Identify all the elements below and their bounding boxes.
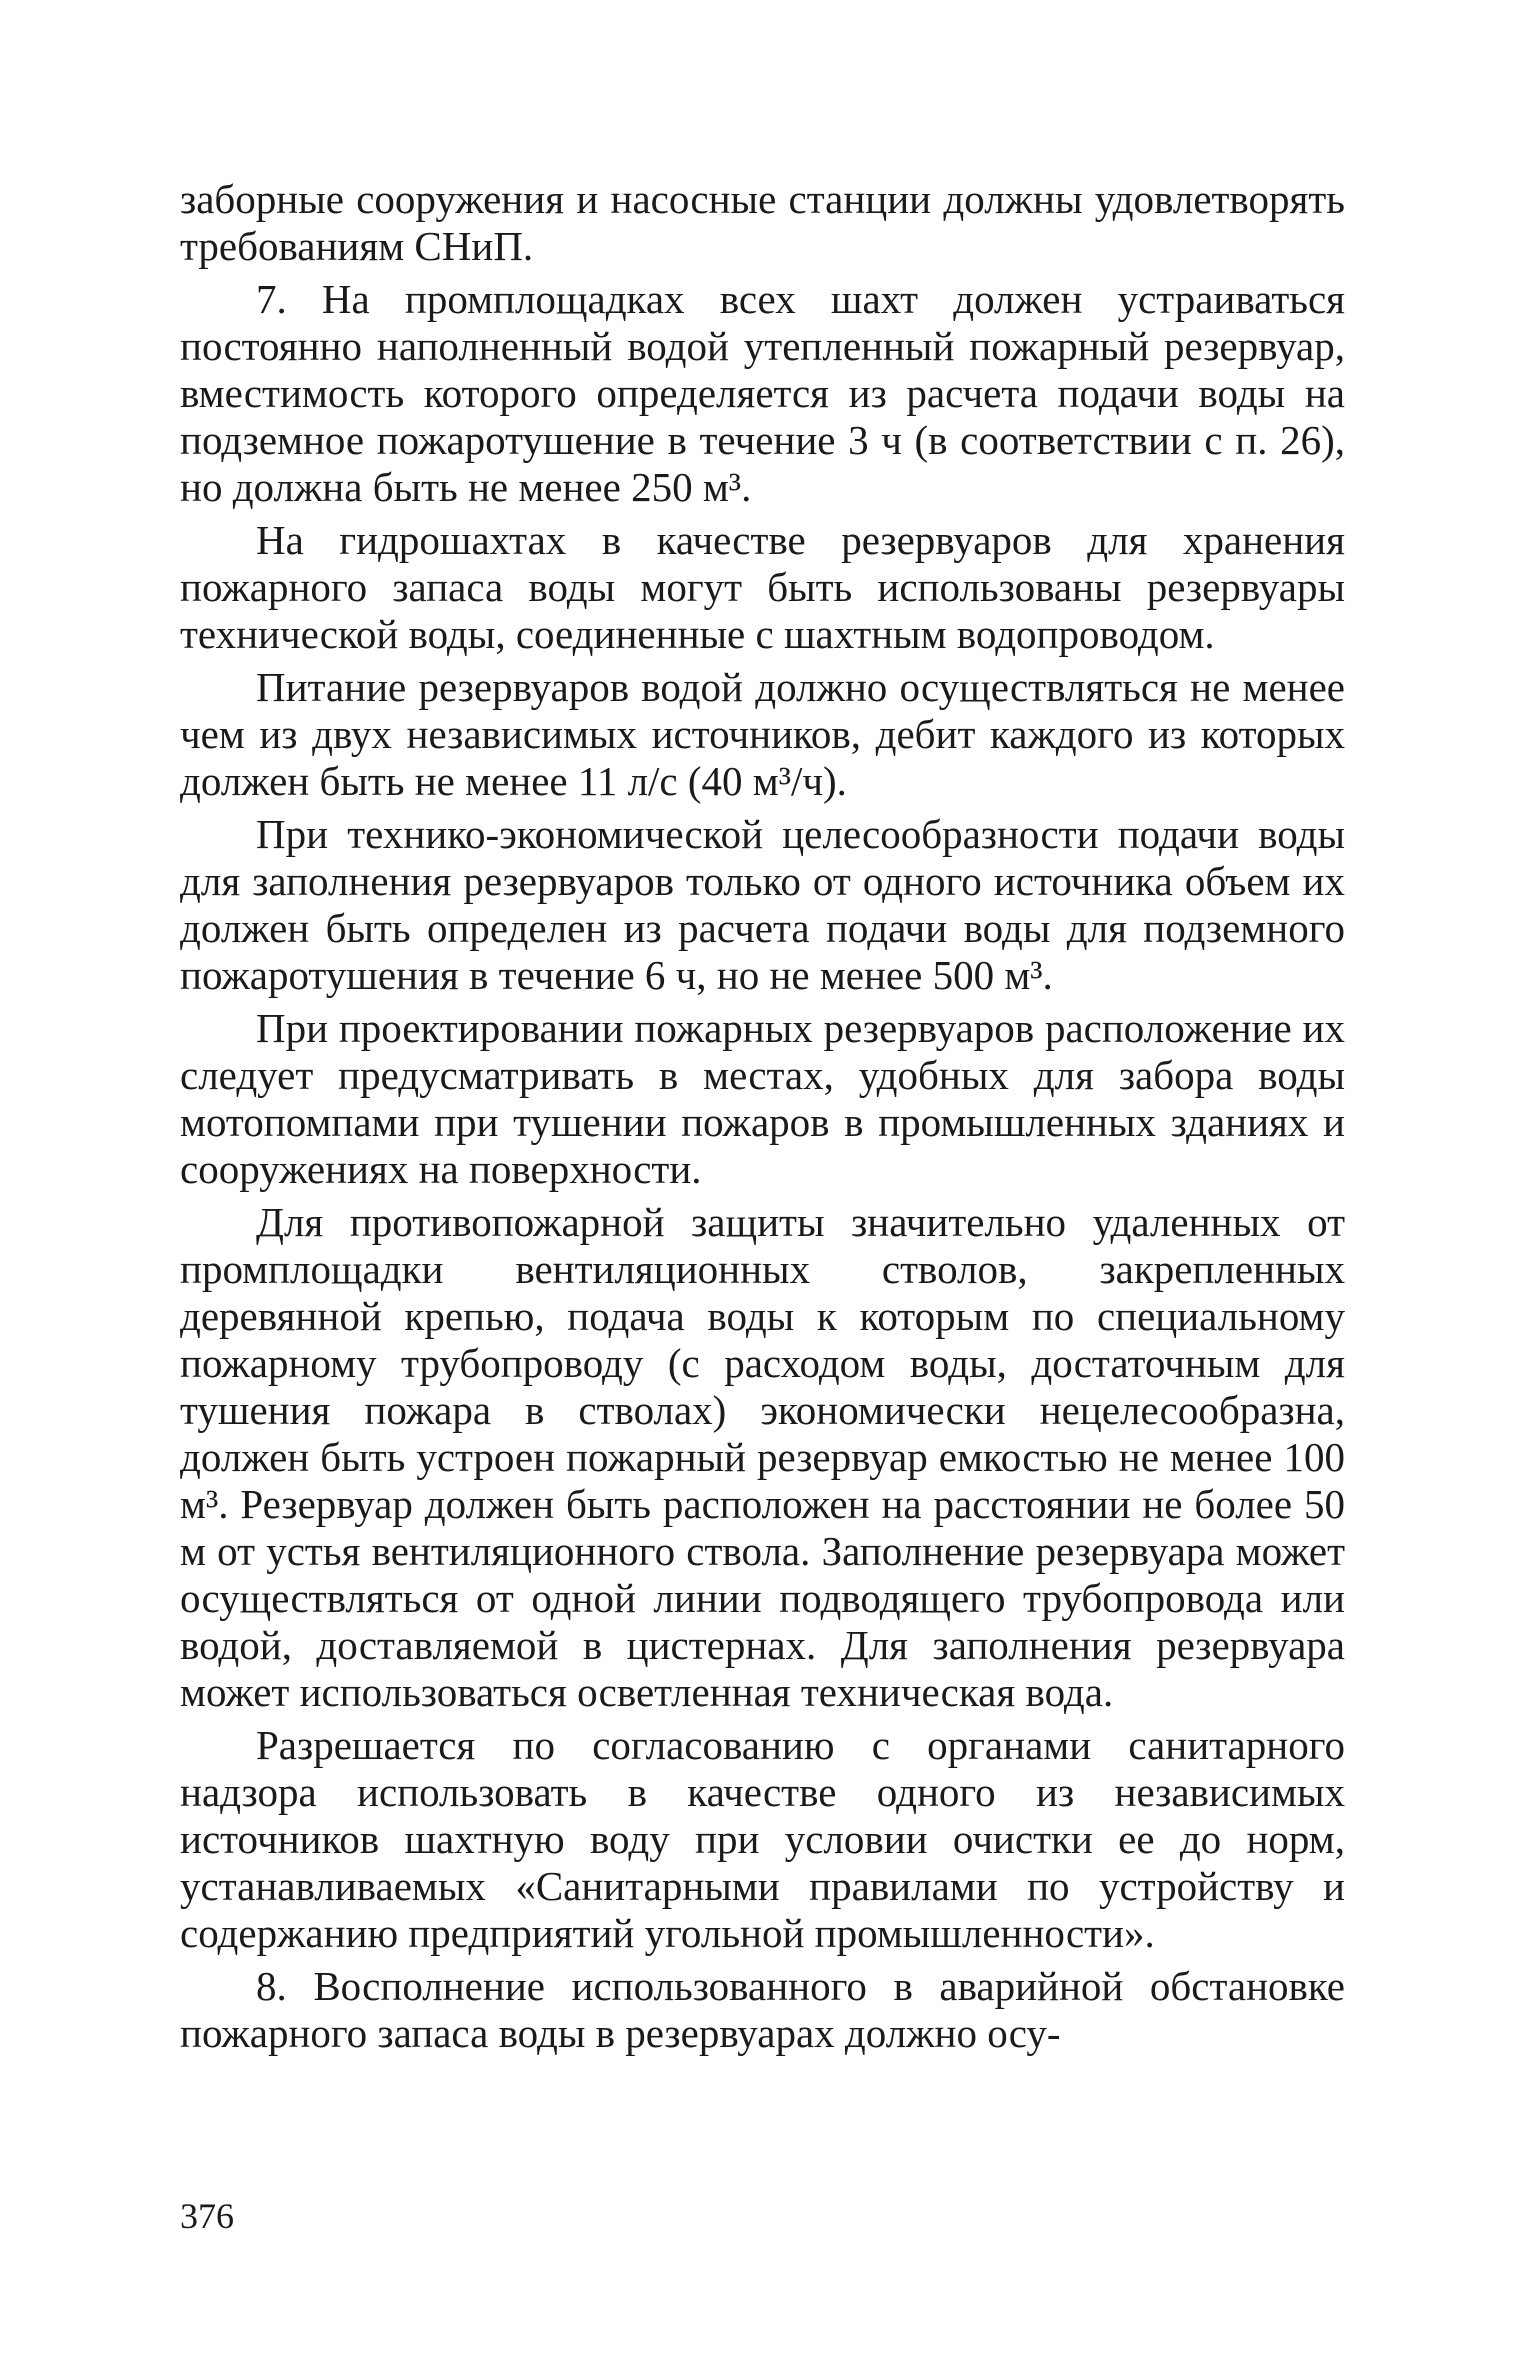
paragraph-9: 8. Восполнение использованного в аварийной обстановке пожарного запаса воды в резервуарах должно осу-: [180, 1963, 1345, 2056]
paragraph-4: Питание резервуаров водой должно осуществляться не менее чем из двух независимых источников, дебит каждого из которых должен быть не менее 11 л/с (40 м³/ч).: [180, 664, 1345, 804]
page-number: 376: [180, 2196, 234, 2236]
paragraph-3: На гидрошахтах в качестве резервуаров для хранения пожарного запаса воды могут быть использованы резервуары технической воды, соединенные с шахтным водопроводом.: [180, 517, 1345, 657]
paragraph-8: Разрешается по согласованию с органами санитарного надзора использовать в качестве одного из независимых источников шахтную воду при условии очистки ее до норм, устанавливаемых «Санитарными правилами по устройству и содержанию предприятий угольной промышленности».: [180, 1722, 1345, 1956]
paragraph-1: заборные сооружения и насосные станции должны удовлетворять требованиям СНиП.: [180, 176, 1345, 269]
paragraph-5: При технико-экономической целесообразности подачи воды для заполнения резервуаров только от одного источника объем их должен быть определен из расчета подачи воды для подземного пожаротушения в течение 6 ч, но не менее 500 м³.: [180, 811, 1345, 998]
paragraph-6: При проектировании пожарных резервуаров расположение их следует предусматривать в местах, удобных для забора воды мотопомпами при тушении пожаров в промышленных зданиях и сооружениях на поверхности.: [180, 1005, 1345, 1192]
page-body: [180, 176, 1345, 2063]
paragraph-2: 7. На промплощадках всех шахт должен устраиваться постоянно наполненный водой утепленный пожарный резервуар, вместимость которого определяется из расчета подачи воды на подземное пожаротушение в течение 3 ч (в соответствии с п. 26), но должна быть не менее 250 м³.: [180, 276, 1345, 510]
paragraph-7: Для противопожарной защиты значительно удаленных от промплощадки вентиляционных стволов, закрепленных деревянной крепью, подача воды к которым по специальному пожарному трубопроводу (с расходом воды, достаточным для тушения пожара в стволах) экономически нецелесообразна, должен быть устроен пожарный резервуар емкостью не менее 100 м³. Резервуар должен быть расположен на расстоянии не более 50 м от устья вентиляционного ствола. Заполнение резервуара может осуществляться от одной линии подводящего трубопровода или водой, доставляемой в цистернах. Для заполнения резервуара может использоваться осветленная техническая вода.: [180, 1199, 1345, 1715]
